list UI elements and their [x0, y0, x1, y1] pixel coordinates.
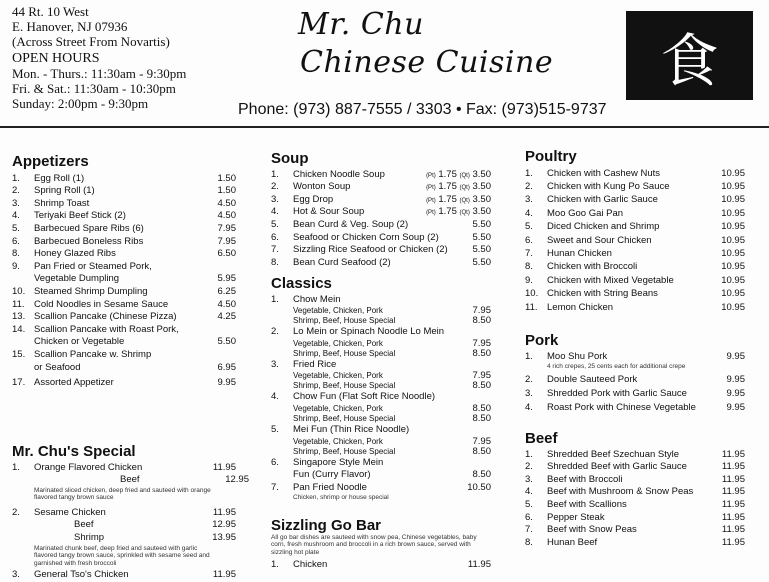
list-item: 2. Double Sauteed Pork 9.95: [525, 374, 745, 386]
list-item: 5. Mei Fun (Thin Rice Noodle): [271, 423, 410, 435]
list-item: 7. Beef with Snow Peas 11.95: [525, 524, 745, 536]
restaurant-name: [298, 6, 598, 82]
list-item: 4. Moo Goo Gai Pan 10.95: [525, 207, 745, 219]
list-item: 1. Chicken Noodle Soup (Pt) 1.75 (Qt) 3.50: [271, 168, 491, 180]
list-item: 1. Shredded Beef Szechuan Style 11.95: [525, 448, 745, 460]
section-title: Pork: [525, 332, 559, 349]
section-title: Appetizers: [12, 153, 89, 170]
list-item: 2. Spring Roll (1) 1.50: [12, 185, 236, 197]
appetizer-list: [12, 173, 236, 390]
list-item: 3. Beef with Broccoli 11.95: [525, 473, 745, 485]
section-description: All go bar dishes are sauteed with snow pea, Chinese vegetables, baby corn, fresh mushroom and broccoli in a rich brown sauce, served with sizzling hot plate: [271, 533, 477, 556]
list-item: 6. Sweet and Sour Chicken 10.95: [525, 234, 745, 246]
list-item-continued: Chicken or Vegetable 5.50: [34, 336, 236, 348]
poultry-section: [525, 148, 745, 314]
sizzling-section: [271, 517, 491, 572]
hours-line: Mon. - Thurs.: 11:30am - 9:30pm: [12, 66, 187, 81]
list-item: 3. Chicken with Garlic Sauce 10.95: [525, 194, 745, 206]
address-line: 44 Rt. 10 West: [12, 4, 89, 19]
list-item: 3. Fried Rice: [271, 358, 337, 370]
item-description: Chicken, shrimp or house special: [293, 494, 389, 502]
restaurant-logo: [626, 11, 753, 100]
list-item: 5. Bean Curd & Veg. Soup (2) 5.50: [271, 218, 491, 230]
list-item: 11. Cold Noodles in Sesame Sauce 4.50: [12, 298, 236, 310]
list-item-variant: Shrimp, Beef, House Special 8.50: [293, 412, 491, 424]
section-title: Classics: [271, 275, 332, 292]
address-line: E. Hanover, NJ 07936: [12, 19, 128, 34]
list-item-variant: Vegetable, Chicken, Pork 7.95: [293, 370, 491, 382]
list-item: 4. Teriyaki Beef Stick (2) 4.50: [12, 210, 236, 222]
open-hours-title: OPEN HOURS: [12, 51, 100, 66]
list-item: 9. Chicken with Mixed Vegetable 10.95: [525, 274, 745, 286]
list-item: 6. Singapore Style Mein: [271, 456, 384, 468]
list-item-variant: Vegetable, Chicken, Pork 7.95: [293, 435, 491, 447]
hours-line: Sunday: 2:00pm - 9:30pm: [12, 96, 149, 111]
list-item: 3. General Tso's Chicken 11.95: [12, 569, 236, 581]
classics-section: [271, 275, 491, 502]
list-item: 7. Pan Fried Noodle 10.50: [271, 481, 491, 493]
beef-section: [525, 430, 745, 549]
restaurant-name-line1: Mr. Chu: [298, 7, 424, 42]
list-item: 15. Scallion Pancake w. Shrimp: [12, 348, 152, 360]
header-divider: [0, 126, 769, 128]
list-item: 8. Chicken with Broccoli 10.95: [525, 261, 745, 273]
list-item: 4. Hot & Sour Soup (Pt) 1.75 (Qt) 3.50: [271, 206, 491, 218]
item-description: Marinated chunk beef, deep fried and sauteed with garlic flavored tangy brown sauce, sprinkled with sesame seed and garnished with fresh broccoli: [34, 544, 210, 567]
list-item: 2. Lo Mein or Spinach Noodle Lo Mein: [271, 326, 445, 338]
classic-item: [271, 424, 491, 457]
list-item: 5. Barbecued Spare Ribs (6) 7.95: [12, 222, 236, 234]
list-item: 2. Sesame Chicken 11.95: [12, 506, 236, 518]
list-item: 3. Shredded Pork with Garlic Sauce 9.95: [525, 388, 745, 400]
list-item: 3. Shrimp Toast 4.50: [12, 197, 236, 209]
list-item: 2. Wonton Soup (Pt) 1.75 (Qt) 3.50: [271, 181, 491, 193]
list-item-variant: Shrimp, Beef, House Special 8.50: [293, 315, 491, 327]
section-title: Beef: [525, 430, 558, 447]
list-item: 7. Sizzling Rice Seafood or Chicken (2) 5.50: [271, 244, 491, 256]
list-item-variant: Vegetable, Chicken, Pork 7.95: [293, 305, 491, 317]
section-title: Mr. Chu's Special: [12, 443, 136, 460]
appetizers-section: [12, 153, 236, 390]
restaurant-name-line2: Chinese Cuisine: [300, 45, 554, 80]
restaurant-address-block: [12, 4, 186, 111]
list-item-variant: Vegetable, Chicken, Pork 7.95: [293, 337, 491, 349]
list-item: 1. Egg Roll (1) 1.50: [12, 172, 236, 184]
list-item: 1. Chicken 11.95: [271, 559, 491, 571]
list-item: 1. Chicken with Cashew Nuts 10.95: [525, 167, 745, 179]
list-item: 11. Lemon Chicken 10.95: [525, 301, 745, 313]
pork-section: [525, 332, 745, 415]
soup-section: [271, 150, 491, 269]
list-item: 13. Scallion Pancake (Chinese Pizza) 4.25: [12, 311, 236, 323]
item-description: Marinated sliced chicken, deep fried and sauteed with orange flavored tangy brown sauce: [34, 486, 211, 502]
list-item-continued: or Seafood 6.95: [34, 361, 236, 373]
list-item-variant: Shrimp, Beef, House Special 8.50: [293, 380, 491, 392]
list-item: 6. Pepper Steak 11.95: [525, 511, 745, 523]
classic-item: [271, 294, 491, 327]
section-title: Soup: [271, 150, 309, 167]
list-item: 7. Hunan Chicken 10.95: [525, 248, 745, 260]
phone-fax-line: Phone: (973) 887-7555 / 3303 • Fax: (973)515-9737: [238, 101, 607, 118]
address-line: (Across Street From Novartis): [12, 34, 170, 49]
list-item: 2. Chicken with Kung Po Sauce 10.95: [525, 181, 745, 192]
list-item: 1. Orange Flavored Chicken 11.95: [12, 461, 236, 473]
list-item: 17. Assorted Appetizer 9.95: [12, 377, 236, 389]
item-description: 4 rich crepes, 25 cents each for additional crepe: [547, 363, 686, 371]
list-item-variant: Beef 12.95: [74, 519, 236, 531]
list-item: 9. Pan Fried or Steamed Pork,: [12, 260, 152, 272]
section-title: Sizzling Go Bar: [271, 517, 382, 534]
list-item: 6. Seafood or Chicken Corn Soup (2) 5.50: [271, 231, 491, 243]
list-item: 8. Hunan Beef 11.95: [525, 536, 745, 548]
list-item: 2. Shredded Beef with Garlic Sauce 11.95: [525, 461, 745, 473]
list-item: 5. Beef with Scallions 11.95: [525, 498, 745, 510]
list-item: 4. Beef with Mushroom & Snow Peas 11.95: [525, 486, 745, 498]
list-item-variant: Shrimp, Beef, House Special 8.50: [293, 445, 491, 457]
classic-item: [271, 391, 491, 424]
list-item-variant: Shrimp, Beef, House Special 8.50: [293, 347, 491, 359]
list-item: 8. Honey Glazed Ribs 6.50: [12, 248, 236, 260]
list-item: 1. Chow Mein: [271, 293, 341, 305]
hours-line: Fri. & Sat.: 11:30am - 10:30pm: [12, 81, 176, 96]
list-item: 6. Barbecued Boneless Ribs 7.95: [12, 235, 236, 247]
classic-item: [271, 326, 491, 359]
special-section: [12, 443, 249, 582]
list-item: 4. Chow Fun (Flat Soft Rice Noodle): [271, 391, 436, 403]
list-item: 14. Scallion Pancake with Roast Pork,: [12, 323, 179, 335]
list-item: 3. Egg Drop (Pt) 1.75 (Qt) 3.50: [271, 193, 491, 205]
list-item-continued: Vegetable Dumpling 5.95: [34, 273, 236, 285]
classic-item: [271, 359, 491, 392]
list-item: 10. Chicken with String Beans 10.95: [525, 288, 745, 300]
list-item: 4. Roast Pork with Chinese Vegetable 9.95: [525, 402, 745, 414]
logo-character: 食: [660, 26, 719, 95]
list-item-variant: Vegetable, Chicken, Pork 8.50: [293, 402, 491, 414]
list-item-variant: Shrimp 13.95: [74, 531, 236, 543]
section-title: Poultry: [525, 148, 577, 165]
list-item-variant: Beef 12.95: [120, 474, 249, 486]
list-item: 1. Moo Shu Pork 9.95: [525, 350, 745, 362]
list-item: 5. Diced Chicken and Shrimp 10.95: [525, 221, 745, 233]
list-item: 8. Bean Curd Seafood (2) 5.50: [271, 256, 491, 268]
list-item: 10. Steamed Shrimp Dumpling 6.25: [12, 285, 236, 297]
list-item-continued: Fun (Curry Flavor) 8.50: [293, 469, 491, 481]
